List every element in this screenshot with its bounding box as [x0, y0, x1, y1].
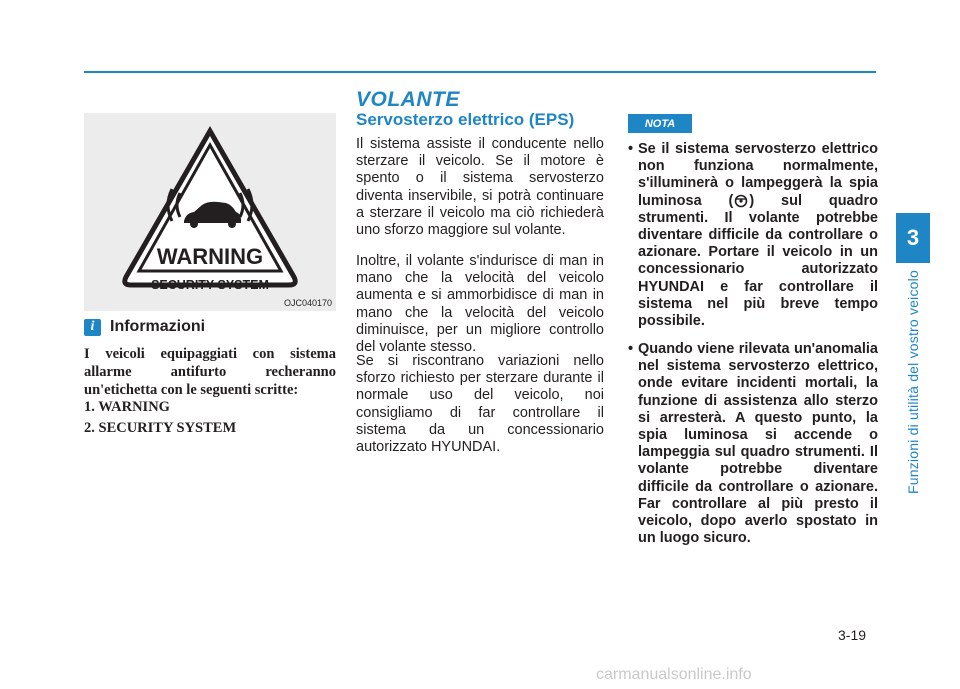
section-title: VOLANTE	[356, 88, 460, 111]
bullet: •	[628, 141, 634, 157]
watermark: carmanualsonline.info	[596, 666, 752, 683]
bullet: •	[628, 341, 634, 357]
warning-text: WARNING	[156, 244, 264, 269]
security-system-text: SECURITY SYSTEM	[151, 278, 269, 292]
note-badge: NOTA	[628, 114, 692, 133]
body-paragraph: Se si riscontrano variazioni nello sforzo richiesto per sterzare durante il normale uso del veicolo, noi consigliamo di far controllare il sistema da un concessionario autorizzato HYUNDAI.	[356, 353, 604, 456]
note-item	[628, 141, 878, 330]
info-heading	[84, 318, 205, 336]
chapter-side-title: Funzioni di utilità del vostro veicolo	[905, 270, 921, 494]
info-list-item: 1. WARNING	[84, 399, 170, 415]
info-body: I veicoli equipaggiati con sistema allarme antifurto recheranno un'etichetta con le seguenti scritte:	[84, 346, 336, 398]
info-icon: i	[84, 319, 101, 336]
note-item	[628, 341, 878, 547]
note-text: Quando viene rilevata un'anomalia nel sistema servosterzo elettrico, onde evitare incidenti mortali, la funzione di assistenza allo sterzo si arresterà. A questo punto, la spia luminosa si accende o lampeggia sul quadro strumenti. Il volante potrebbe diventare difficile da controllare o azionare. Far controllare al più presto il veicolo, dopo averlo spostato in un luogo sicuro.	[638, 341, 878, 547]
body-paragraph: Inoltre, il volante s'indurisce di man in mano che la velocità del veicolo aumenta e si ammorbidisce di man in mano che la velocità del veicolo diminuisce, per un migliore controllo del volante stesso.	[356, 253, 604, 356]
section-subtitle: Servosterzo elettrico (EPS)	[356, 110, 575, 129]
steering-warning-icon	[733, 194, 749, 208]
chapter-tab: 3	[896, 213, 930, 263]
header-rule	[84, 71, 876, 73]
figure-code: OJC040170	[283, 298, 332, 308]
note-text: ) sul quadro strumenti. Il volante potrebbe diventare difficile da controllare o azionare. Portare il veicolo in un concessionario autorizzato HYUNDAI e far controllare il sistema nel più breve tempo possibile.	[638, 192, 878, 330]
info-list-item: 2. SECURITY SYSTEM	[84, 420, 237, 436]
warning-label-figure	[84, 113, 336, 311]
info-title: Informazioni	[110, 318, 206, 335]
note-text: Se il sistema servosterzo elettrico non funziona normalmente, s'illuminerà o lampeggerà la spia luminosa (	[638, 141, 878, 209]
body-paragraph: Il sistema assiste il conducente nello sterzare il veicolo. Se il motore è spento o il sistema servosterzo diventa inservibile, si potrà continuare a sterzare il veicolo ma ciò richiederà uno sforzo maggiore sul volante.	[356, 136, 604, 239]
security-triangle-illustration	[84, 113, 336, 311]
page-number: 3-19	[838, 627, 867, 643]
